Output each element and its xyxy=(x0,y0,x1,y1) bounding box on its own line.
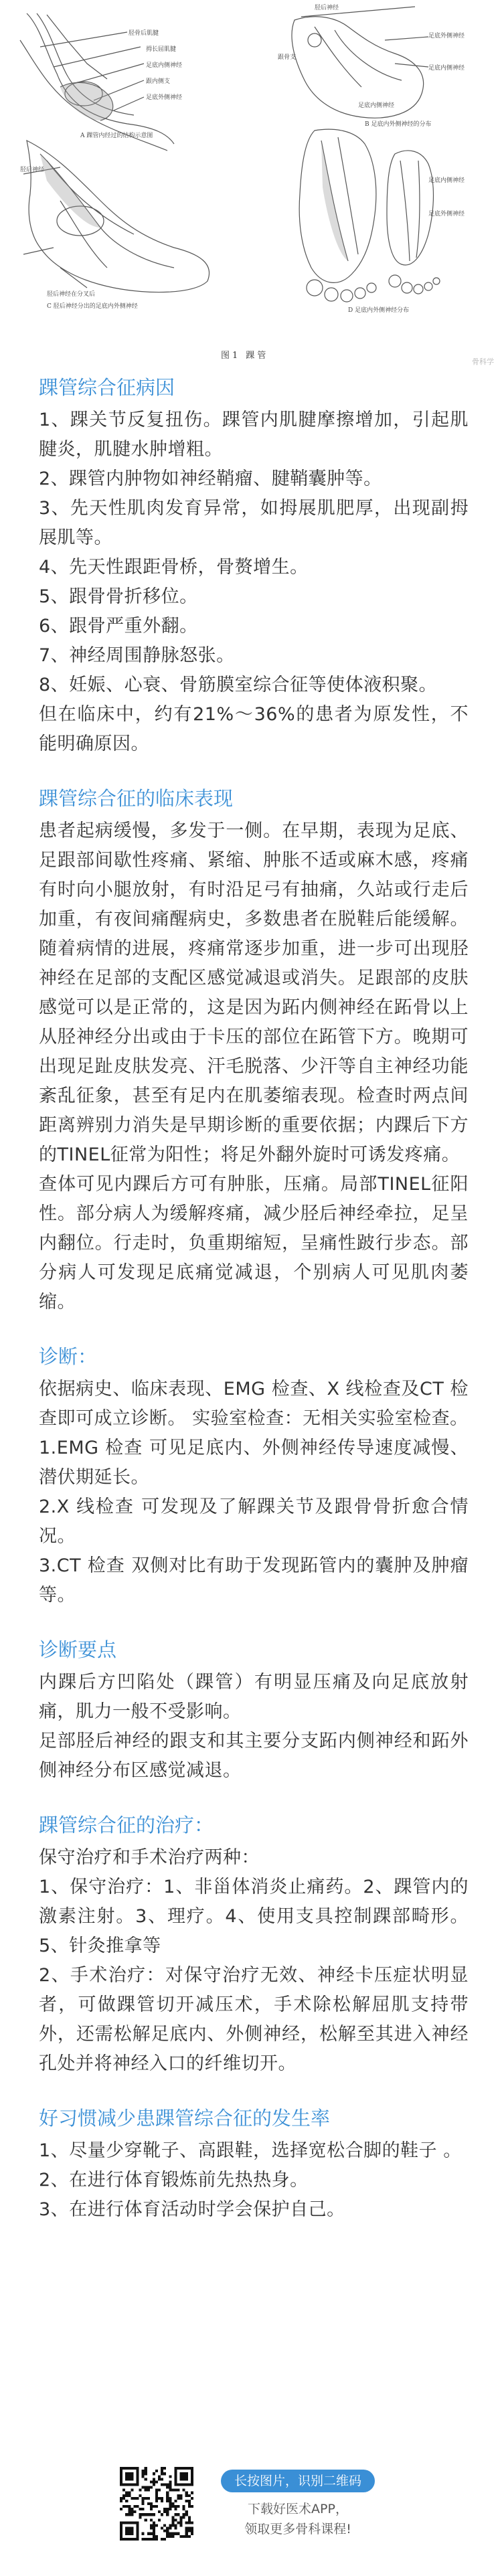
paragraph: 2、踝管内肿物如神经鞘瘤、腱鞘囊肿等。 xyxy=(39,468,382,489)
paragraph: 1、踝关节反复扭伤。踝管内肌腱摩擦增加，引起肌腱炎，肌腱水肿增粗。 xyxy=(39,410,469,460)
paragraph: 1、尽量少穿靴子、高跟鞋，选择宽松合脚的鞋子 。 xyxy=(39,2140,462,2161)
paragraph: 查体可见内踝后方可有肿胀，压痛。局部TINEL征阳性。部分病人为缓解疼痛，减少胫后神经牵拉，足呈内翻位。行走时，负重期缩短，呈痛性跛行步态。部分病人可发现足底痛觉减退，个别病人可见肌肉萎缩。 xyxy=(39,1174,469,1312)
paragraph: 3、先天性肌肉发育异常，如拇展肌肥厚，出现副拇展肌等。 xyxy=(39,498,469,548)
section-heading: 踝管综合征的临床表现 xyxy=(39,787,234,810)
paragraph: 3、在进行体育活动时学会保护自己。 xyxy=(39,2199,345,2220)
paragraph: 2、在进行体育锻炼前先热热身。 xyxy=(39,2170,309,2191)
section-heading: 踝管综合征病因 xyxy=(39,376,175,399)
paragraph: 2.X 线检查 可发现及了解踝关节及跟骨骨折愈合情况。 xyxy=(39,1496,469,1547)
promo-footer xyxy=(0,2436,502,2576)
section-heading: 诊断要点 xyxy=(39,1638,117,1661)
figure-label: 足底内侧神经 xyxy=(428,177,465,184)
figure-label: 足底外侧神经 xyxy=(428,33,465,39)
paragraph: 但在临床中，约有21%～36%的患者为原发性，不能明确原因。 xyxy=(39,704,469,754)
figure-label: 足底内侧神经 xyxy=(358,102,395,109)
paragraph: 5、跟骨骨折移位。 xyxy=(39,586,198,607)
paragraph: 7、神经周围静脉怒张。 xyxy=(39,645,235,666)
paragraph: 1、保守治疗：1、非甾体消炎止痛药。2、踝管内的激素注射。3、理疗。4、使用支具控制踝部畸形。5、针灸推拿等 xyxy=(39,1877,469,1956)
figure-caption-a: A 踝管内经过的结构示意图 xyxy=(80,133,153,139)
figure-title: 图1 踝管 xyxy=(221,351,269,361)
figure-label: 跟内侧支 xyxy=(146,78,171,85)
anatomy-illustration xyxy=(0,0,502,375)
paragraph: 8、妊娠、心衰、骨筋膜室综合征等使体液积聚。 xyxy=(39,675,438,695)
figure-label: 足底内侧神经 xyxy=(428,65,465,72)
figure-caption-d: D 足底内外侧神经分布 xyxy=(348,307,410,314)
section-heading: 好习惯减少患踝管综合征的发生率 xyxy=(39,2107,331,2130)
scan-qr-badge[interactable]: 长按图片，识别二维码 xyxy=(221,2470,375,2492)
paragraph: 1.EMG 检查 可见足底内、外侧神经传导速度减慢、潜伏期延长。 xyxy=(39,1438,469,1488)
paragraph: 依据病史、临床表现、EMG 检查、X 线检查及CT 检查即可成立诊断。 实验室检查：无相关实验室检查。 xyxy=(39,1379,469,1429)
section xyxy=(39,786,469,1317)
section xyxy=(39,2106,469,2225)
paragraph: 3.CT 检查 双侧对比有助于发现跖管内的囊肿及肿瘤等。 xyxy=(39,1555,469,1606)
figure-label: 胫骨后肌腱 xyxy=(129,30,159,37)
paragraph: 保守治疗和手术治疗两种： xyxy=(39,1847,260,1868)
figure-caption-b: B 足底内外侧神经的分布 xyxy=(365,121,432,128)
figure-label: 胫后神经在分叉后 xyxy=(47,291,96,298)
figure-label: 足底外侧神经 xyxy=(428,211,465,218)
tarsal-tunnel-figure xyxy=(0,0,502,375)
paragraph: 4、先天性跟距骨桥，骨赘增生。 xyxy=(39,557,309,578)
figure-label: 足底内侧神经 xyxy=(146,62,183,69)
figure-label: 胫后神经 xyxy=(315,5,339,11)
promo-text xyxy=(211,2470,385,2539)
paragraph: 2、手术治疗：对保守治疗无效、神经卡压症状明显者，可做踝管切开减压术，手术除松解屈肌支持带外，还需松解足底内、外侧神经，松解至其进入神经孔处并将神经入口的纤维切开。 xyxy=(39,1965,469,2074)
section xyxy=(39,1637,469,1786)
watermark: 骨科学 xyxy=(472,357,494,366)
section-heading: 诊断： xyxy=(39,1345,98,1368)
section xyxy=(39,1344,469,1610)
paragraph: 6、跟骨严重外翻。 xyxy=(39,616,198,636)
paragraph: 足部胫后神经的跟支和其主要分支跖内侧神经和跖外侧神经分布区感觉减退。 xyxy=(39,1731,469,1781)
paragraph: 内踝后方凹陷处（踝管）有明显压痛及向足底放射痛，肌力一般不受影响。 xyxy=(39,1672,469,1722)
figure-label: 拇长屈肌腱 xyxy=(146,46,177,53)
qr-code-icon[interactable] xyxy=(117,2464,196,2543)
section-heading: 踝管综合征的治疗： xyxy=(39,1814,214,1836)
figure-label: 足底外侧神经 xyxy=(146,94,183,101)
figure-label: 胫后神经 xyxy=(20,167,45,173)
figure-label: 跟骨支 xyxy=(278,54,297,61)
section xyxy=(39,375,469,759)
figure-caption-c: C 胫后神经分出的足底内外侧神经 xyxy=(47,303,138,310)
promo-line-courses: 领取更多骨科课程! xyxy=(244,2522,351,2537)
article-body xyxy=(0,375,502,2225)
paragraph: 患者起病缓慢，多发于一侧。在早期，表现为足底、足跟部间歇性疼痛、紧缩、肿胀不适或麻木感，疼痛有时向小腿放射，有时沿足弓有抽痛，久站或行走后加重，有夜间痛醒病史，多数患者在脱鞋后能缓解。随着病情的进展，疼痛常逐步加重，进一步可出现胫神经在足部的支配区感觉减退或消失。足跟部的皮肤感觉可以是正常的，这是因为跖内侧神经在跖骨以上从胫神经分出或由于卡压的部位在跖管下方。晚期可出现足趾皮肤发亮、汗毛脱落、少汗等自主神经功能紊乱征象，甚至有足内在肌萎缩表现。检查时两点间距离辨别力消失是早期诊断的重要依据；内踝后下方的TINEL征常为阳性；将足外翻外旋时可诱发疼痛。 xyxy=(39,821,469,1165)
section xyxy=(39,1812,469,2079)
promo-line-download: 下载好医术APP， xyxy=(248,2502,348,2516)
